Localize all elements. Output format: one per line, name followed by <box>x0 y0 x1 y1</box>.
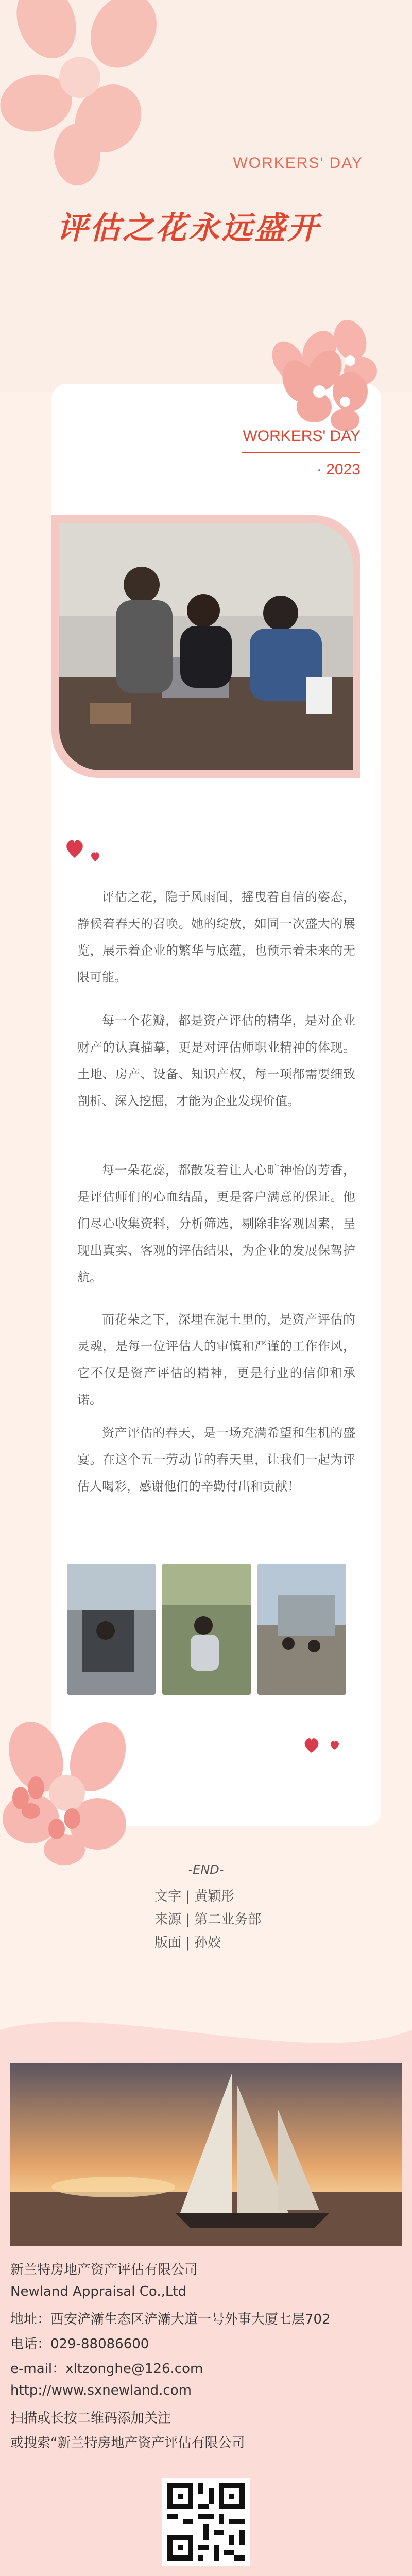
sailboat-image <box>10 2063 402 2246</box>
card-workers-day: WORKERS' DAY <box>243 428 360 445</box>
heart-icon <box>64 835 111 866</box>
qr-code[interactable] <box>162 2478 250 2566</box>
photo-field <box>162 1564 251 1695</box>
card-flower-overlap <box>242 335 386 433</box>
company-address: 地址：西安浐灞生态区浐灞大道一号外事大厦七层702 <box>10 2312 331 2327</box>
credit-source: 来源 | 第二业务部 <box>154 1912 262 1927</box>
photo-site <box>258 1564 346 1695</box>
company-phone: 电话：029-88086600 <box>10 2336 149 2352</box>
heart-icon <box>299 1731 350 1757</box>
paragraph-2: 每一个花瓣，都是资产评估的精华，是对企业财产的认真描摹，更是对评估师职业精神的体现。土地、房产、设备、知识产权，每一项都需要细致剖析、深入挖掘，才能为企业发现价值。 <box>77 1013 355 1108</box>
team-photo <box>59 523 353 770</box>
end-marker: -END- <box>188 1862 224 1877</box>
header-flowers <box>0 0 412 392</box>
company-name: 新兰特房地产资产评估有限公司 <box>10 2262 198 2278</box>
page-title: 评估之花永远盛开 <box>57 210 320 246</box>
photo-car <box>67 1564 156 1695</box>
workers-day-label: WORKERS' DAY <box>233 155 363 172</box>
flower-top-left <box>0 0 169 185</box>
credit-layout: 版面 | 孙姣 <box>154 1935 221 1951</box>
search-instruction: 或搜索“新兰特房地产资产评估有限公司 <box>10 2435 245 2451</box>
paragraph-4: 而花朵之下，深埋在泥土里的，是资产评估的灵魂，是每一位评估人的审慎和严谨的工作作风，它不仅是资产评估的精神，更是行业的信仰和承诺。 <box>77 1312 355 1407</box>
year-label: · 2023 <box>316 461 360 478</box>
paragraph-5: 资产评估的春天，是一场充满希望和生机的盛宴。在这个五一劳动节的春天里，让我们一起为评估人喝彩，感谢他们的辛勤付出和贡献！ <box>77 1426 355 1494</box>
company-website[interactable]: http://www.sxnewland.com <box>10 2383 192 2398</box>
divider <box>242 452 360 453</box>
footer-wave <box>0 1999 412 2061</box>
company-email[interactable]: e-mail：xltzonghe@126.com <box>10 2361 203 2377</box>
flower-bottom-left <box>0 1700 165 1865</box>
paragraph-1: 评估之花，隐于风雨间，摇曳着自信的姿态，静候着春天的召唤。她的绽放，如同一次盛大的展览，展示着企业的繁华与底蕴，也预示着未来的无限可能。 <box>77 890 355 985</box>
company-name-en: Newland Appraisal Co.,Ltd <box>10 2284 187 2299</box>
qr-instruction: 扫描或长按二维码添加关注 <box>10 2411 171 2426</box>
credit-text: 文字 | 黄颖彤 <box>154 1889 235 1904</box>
paragraph-3: 每一朵花蕊，都散发着让人心旷神怡的芳香，是评估师们的心血结晶，更是客户满意的保证。他们尽心收集资料，分析筛选，剔除非客观因素，呈现出真实、客观的评估结果，为企业的发展保驾护航。 <box>77 1163 355 1284</box>
